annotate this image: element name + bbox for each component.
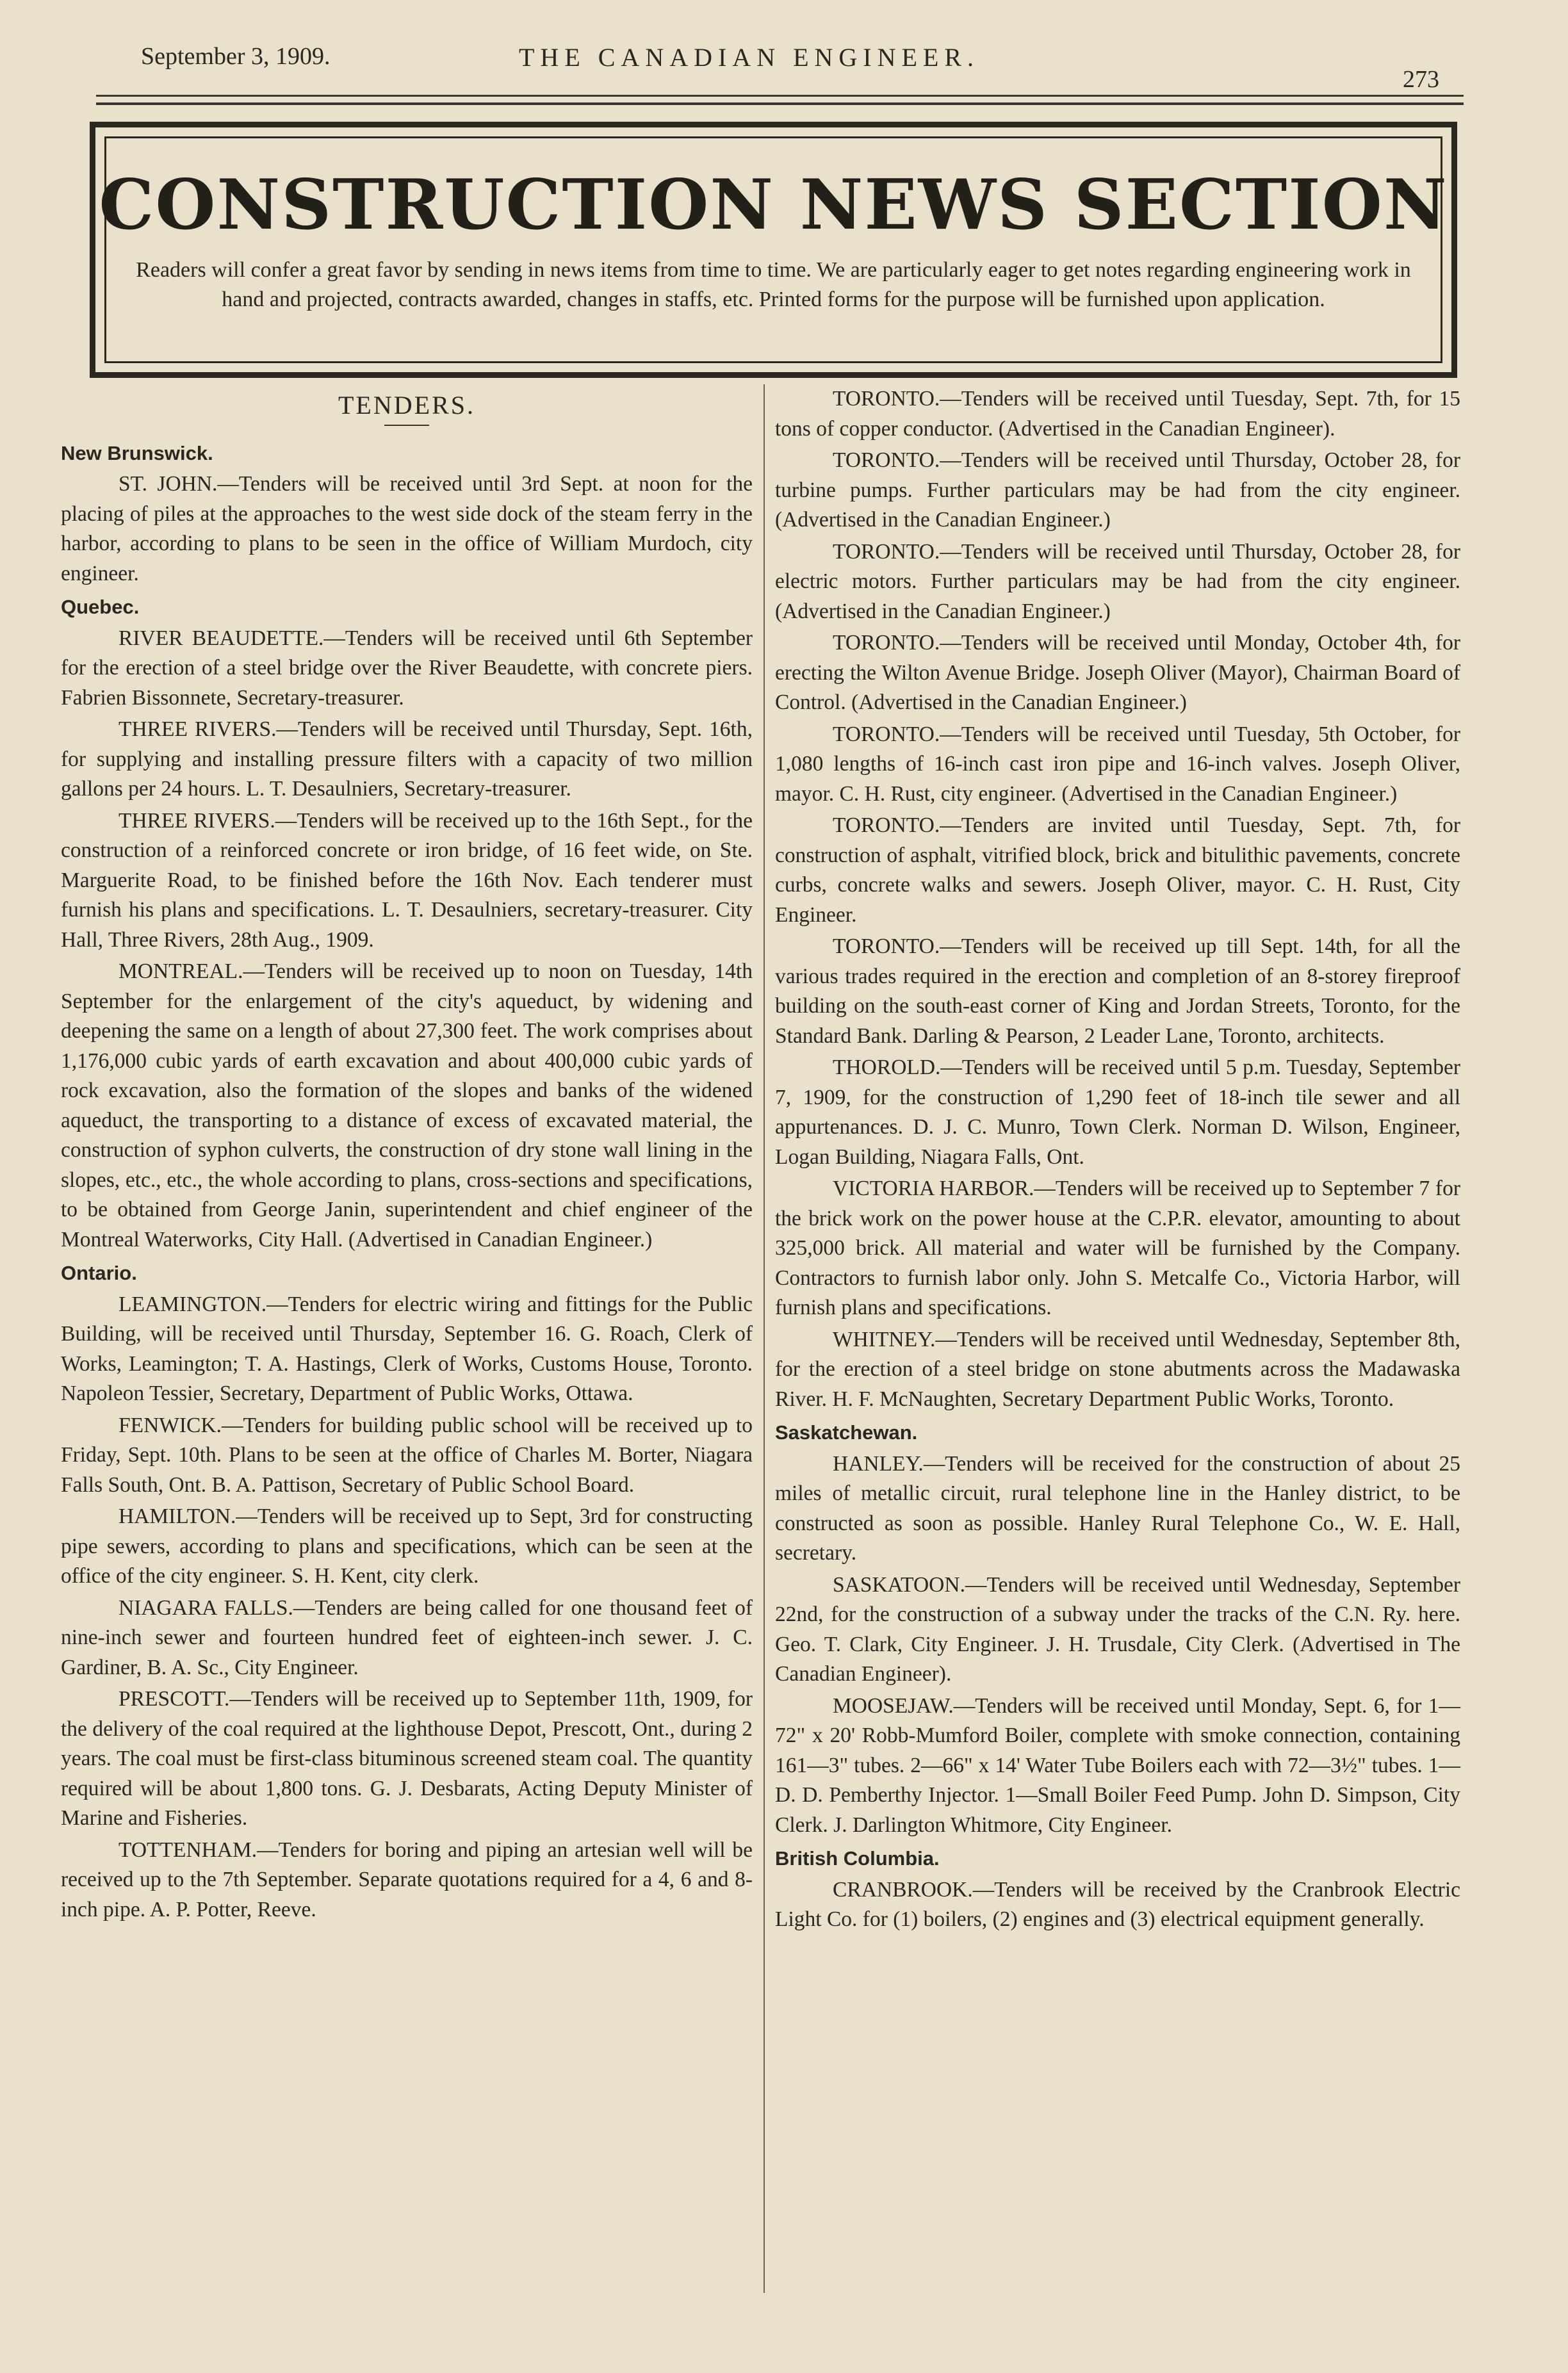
left-column — [61, 384, 753, 1927]
heading-rule — [384, 425, 429, 426]
tender-item: TOTTENHAM.—Tenders for boring and piping an artesian well will be received up to the 7th September. Separate quotations required for a 4, 6 and 8-inch pipe. A. P. Potter, Reeve. — [61, 1838, 753, 1921]
tender-item: ST. JOHN.—Tenders will be received until 3rd Sept. at noon for the placing of piles at the approaches to the west side dock of the steam ferry in the harbor, according to plans to be seen in the office of William Murdoch, city engineer. — [61, 472, 753, 585]
issue-date: September 3, 1909. — [141, 43, 331, 70]
tenders-heading: TENDERS. — [338, 391, 475, 420]
column-divider — [764, 384, 765, 2293]
province-heading: Ontario. — [61, 1262, 137, 1284]
province-heading: Quebec. — [61, 596, 140, 618]
page-number: 273 — [1403, 66, 1439, 93]
section-note: Readers will confer a great favor by sending in news items from time to time. We are particularly eager to get notes regarding engineering work in hand and projected, contracts awarded, changes in staffs, etc. Printed forms for the purpose will be furnished upon application. — [136, 258, 1411, 311]
tender-item: TORONTO.—Tenders are invited until Tuesday, Sept. 7th, for construction of asphalt, vitrified block, brick and bitulithic pavements, concrete curbs, concrete walks and sewers. Joseph Oliver, mayor. C. H. Rust, City Engineer. — [775, 813, 1460, 927]
section-title: CONSTRUCTION NEWS SECTION — [99, 165, 1448, 245]
tender-item: MOOSEJAW.—Tenders will be received until Monday, Sept. 6, for 1—72" x 20' Robb-Mumford Boiler, complete with smoke connection, containing 161—3" tubes. 2—66" x 14' Water Tube Boilers each with 72—3½" tubes. 1—D. D. Pemberthy Injector. 1—Small Boiler Feed Pump. John D. Simpson, City Clerk. J. Darlington Whitmore, City Engineer. — [775, 1693, 1460, 1837]
running-head — [141, 42, 1460, 93]
tender-item: THREE RIVERS.—Tenders will be received up to the 16th Sept., for the construction of a reinforced concrete or iron bridge, of 16 feet wide, on Ste. Marguerite Road, to be finished before the 16th Nov. Each tenderer must furnish his plans and specifications. L. T. Desaulniers, secretary-treasurer. City Hall, Three Rivers, 28th Aug., 1909. — [61, 808, 753, 952]
right-column — [775, 384, 1460, 1937]
tender-item: MONTREAL.—Tenders will be received up to noon on Tuesday, 14th September for the enlargement of the city's aqueduct, by widening and deepening the same on a length of about 27,300 feet. The work comprises about 1,176,000 cubic yards of earth excavation and about 400,000 cubic yards of rock excavation, also the formation of the slopes and banks of the widened aqueduct, the transporting to a distance of excess of excavated material, the construction of syphon culverts, the construction of dry stone wall lining in the slopes, etc., etc., the whole according to plans, cross-sections and specifications, to be obtained from George Janin, superintendent and chief engineer of the Montreal Waterworks, City Hall. (Advertised in Canadian Engineer.) — [61, 959, 753, 1252]
province-heading: New Brunswick. — [61, 441, 213, 464]
tender-item: TORONTO.—Tenders will be received until Thursday, October 28, for turbine pumps. Further particulars may be had from the city engineer. (Advertised in the Canadian Engineer.) — [775, 448, 1460, 532]
journal-title: THE CANADIAN ENGINEER. — [519, 43, 980, 72]
tender-item: VICTORIA HARBOR.—Tenders will be received up to September 7 for the brick work on the power house at the C.P.R. elevator, amounting to about 325,000 brick. All material and water will be furnished by the Company. Contractors to furnish labor only. John S. Metcalfe Co., Victoria Harbor, will furnish plans and specifications. — [775, 1177, 1460, 1319]
tender-item: SASKATOON.—Tenders will be received until Wednesday, September 22nd, for the construction of a subway under the tracks of the C.N. Ry. here. Geo. T. Clark, City Engineer. J. H. Trusdale, City Clerk. (Advertised in The Canadian Engineer). — [775, 1572, 1460, 1686]
section-box — [90, 122, 1457, 378]
tender-item: CRANBROOK.—Tenders will be received by the Cranbrook Electric Light Co. for (1) boilers, (2) engines and (3) electrical equipment generally. — [775, 1877, 1460, 1931]
tender-item: TORONTO.—Tenders will be received until Monday, October 4th, for erecting the Wilton Avenue Bridge. Joseph Oliver (Mayor), Chairman Board of Control. (Advertised in the Canadian Engineer.) — [775, 631, 1460, 714]
tender-item: TORONTO.—Tenders will be received up till Sept. 14th, for all the various trades required in the erection and completion of an 8-storey fireproof building on the south-east corner of King and Jordan Streets, Toronto, for the Standard Bank. Darling & Pearson, 2 Leader Lane, Toronto, architects. — [775, 934, 1460, 1048]
tender-item: NIAGARA FALLS.—Tenders are being called for one thousand feet of nine-inch sewer and fourteen hundred feet of eighteen-inch sewer. J. C. Gardiner, B. A. Sc., City Engineer. — [61, 1595, 753, 1679]
tender-item: TORONTO.—Tenders will be received until Tuesday, Sept. 7th, for 15 tons of copper conductor. (Advertised in the Canadian Engineer). — [775, 387, 1460, 441]
tender-item: THOROLD.—Tenders will be received until 5 p.m. Tuesday, September 7, 1909, for the construction of 1,290 feet of 18-inch tile sewer and all appurtenances. D. J. C. Munro, Town Clerk. Norman D. Wilson, Engineer, Logan Building, Niagara Falls, Ont. — [775, 1056, 1460, 1169]
tender-item: FENWICK.—Tenders for building public school will be received up to Friday, Sept. 10th. Plans to be seen at the office of Charles M. Borter, Niagara Falls South, Ont. B. A. Pattison, Secretary of Public School Board. — [61, 1413, 753, 1497]
province-heading: British Columbia. — [775, 1847, 940, 1870]
tender-item: THREE RIVERS.—Tenders will be received until Thursday, Sept. 16th, for supplying and installing pressure filters with a capacity of two million gallons per 24 hours. L. T. Desaulniers, Secretary-treasurer. — [61, 717, 753, 801]
tender-item: HAMILTON.—Tenders will be received up to Sept, 3rd for constructing pipe sewers, according to plans and specifications, which can be seen at the office of the city engineer. S. H. Kent, city clerk. — [61, 1505, 753, 1588]
header-rule-thick — [96, 102, 1464, 105]
tender-item: WHITNEY.—Tenders will be received until Wednesday, September 8th, for the erection of a steel bridge on stone abutments across the Madawaska River. H. F. McNaughten, Secretary Department Public Works, Toronto. — [775, 1327, 1460, 1411]
header-rule-thin — [96, 95, 1464, 97]
tender-item: LEAMINGTON.—Tenders for electric wiring and fittings for the Public Building, will be received until Thursday, September 16. G. Roach, Clerk of Works, Leamington; T. A. Hastings, Clerk of Works, Customs House, Toronto. Napoleon Tessier, Secretary, Department of Public Works, Ottawa. — [61, 1292, 753, 1405]
tender-item: RIVER BEAUDETTE.—Tenders will be received until 6th September for the erection of a steel bridge over the River Beaudette, with concrete piers. Fabrien Bissonnete, Secretary-treasurer. — [61, 626, 753, 710]
province-heading: Saskatchewan. — [775, 1421, 918, 1444]
tender-item: TORONTO.—Tenders will be received until Tuesday, 5th October, for 1,080 lengths of 16-inch cast iron pipe and 16-inch valves. Joseph Oliver, mayor. C. H. Rust, city engineer. (Advertised in the Canadian Engineer.) — [775, 722, 1460, 806]
tender-item: TORONTO.—Tenders will be received until Thursday, October 28, for electric motors. Further particulars may be had from the city engineer. (Advertised in the Canadian Engineer.) — [775, 539, 1460, 623]
tender-item: HANLEY.—Tenders will be received for the construction of about 25 miles of metallic circuit, rural telephone line in the Hanley district, to be constructed as soon as possible. Hanley Rural Telephone Co., W. E. Hall, secretary. — [775, 1451, 1460, 1565]
tender-item: PRESCOTT.—Tenders will be received up to September 11th, 1909, for the delivery of the coal required at the lighthouse Depot, Prescott, Ont., during 2 years. The coal must be first-class bituminous screened steam coal. The quantity required will be about 1,800 tons. G. J. Desbarats, Acting Deputy Minister of Marine and Fisheries. — [61, 1687, 753, 1830]
